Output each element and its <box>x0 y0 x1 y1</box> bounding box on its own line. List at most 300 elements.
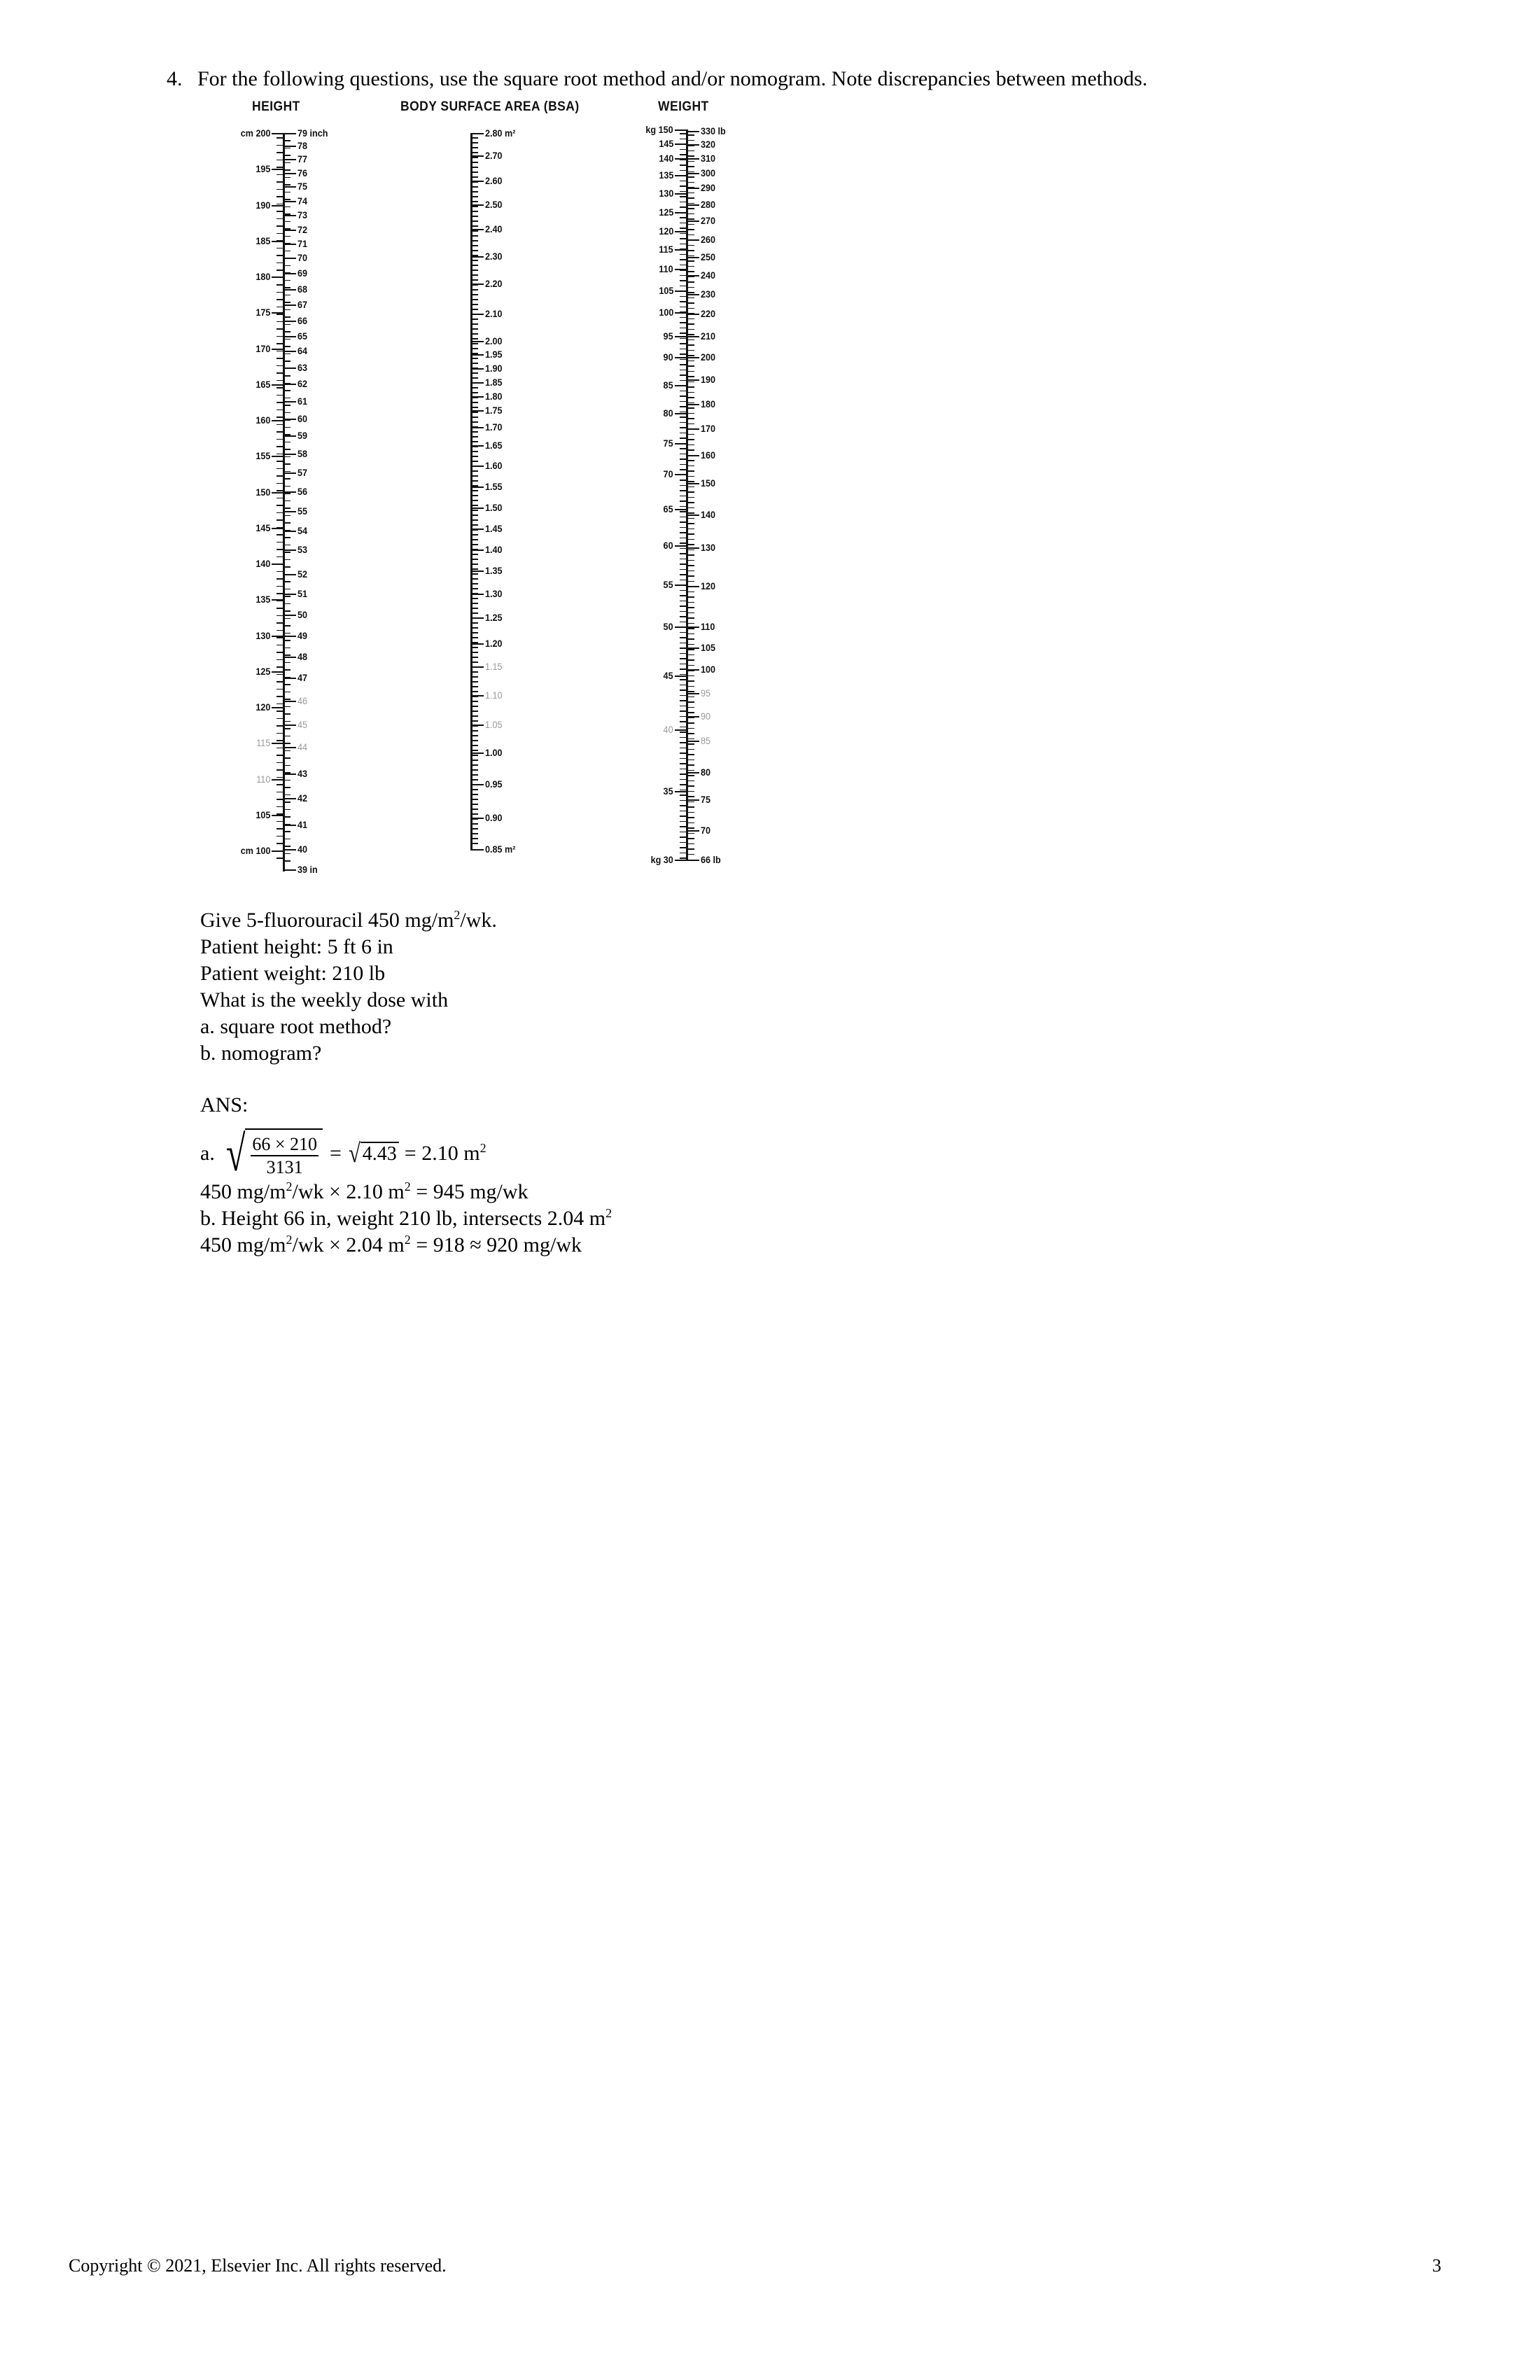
minor-tick <box>688 355 694 356</box>
scale-label: 65 <box>298 330 308 342</box>
minor-tick <box>276 748 283 749</box>
minor-tick <box>276 733 283 734</box>
minor-tick <box>680 443 686 444</box>
minor-tick <box>680 448 686 449</box>
minor-tick <box>688 308 694 309</box>
minor-tick <box>688 407 694 409</box>
minor-tick <box>276 416 283 418</box>
minor-tick <box>276 211 283 212</box>
major-tick <box>272 779 283 780</box>
scale-label: 330 lb <box>701 125 726 136</box>
minor-tick <box>276 564 283 565</box>
minor-tick <box>472 539 478 540</box>
minor-tick <box>285 390 290 391</box>
minor-tick <box>688 323 694 325</box>
major-tick <box>285 550 296 551</box>
minor-tick <box>680 816 686 817</box>
scale-label: 195 <box>255 163 270 174</box>
minor-tick <box>688 686 694 687</box>
minor-tick <box>680 139 686 140</box>
minor-tick <box>688 812 694 813</box>
minor-tick <box>285 251 290 252</box>
minor-tick <box>688 208 694 209</box>
minor-tick <box>472 554 478 555</box>
minor-tick <box>688 676 694 677</box>
minor-tick <box>285 405 290 406</box>
minor-tick <box>680 527 686 528</box>
minor-tick <box>680 800 686 802</box>
scale-label: 72 <box>298 224 308 235</box>
minor-tick <box>680 763 686 764</box>
minor-tick <box>276 321 283 323</box>
minor-tick <box>680 606 686 607</box>
minor-tick <box>285 728 290 729</box>
scale-label: 135 <box>658 169 673 181</box>
minor-tick <box>472 206 478 207</box>
major-tick <box>688 257 699 258</box>
minor-tick <box>276 446 283 447</box>
minor-tick <box>680 679 686 680</box>
square-root-formula <box>200 1126 486 1182</box>
minor-tick <box>285 192 290 193</box>
weight-header: WEIGHT <box>658 99 709 114</box>
scale-label: 130 <box>701 542 716 553</box>
scale-label: 105 <box>658 285 673 296</box>
scale-label: 1.90 <box>485 363 503 374</box>
minor-tick <box>680 406 686 407</box>
scale-label: 41 <box>298 819 308 830</box>
minor-tick <box>680 265 686 266</box>
scale-label: 135 <box>255 594 270 605</box>
minor-tick <box>688 424 694 425</box>
minor-tick <box>472 632 478 634</box>
minor-tick <box>688 329 694 330</box>
minor-tick <box>285 677 290 678</box>
major-tick <box>285 594 296 595</box>
scale-label: 170 <box>255 343 270 354</box>
minor-tick <box>688 560 694 561</box>
minor-tick <box>680 359 686 360</box>
minor-tick <box>472 451 478 452</box>
scale-label: 54 <box>298 525 308 536</box>
minor-tick <box>688 628 694 629</box>
scale-label: 2.80 m² <box>485 127 516 139</box>
minor-tick <box>680 559 686 560</box>
major-tick <box>688 404 699 405</box>
question-text: For the following questions, use the square root method and/or nomogram. Note discrepancies between methods. <box>197 67 1148 90</box>
minor-tick <box>276 307 283 308</box>
scale-label: 180 <box>255 271 270 282</box>
minor-tick <box>276 828 283 830</box>
minor-tick <box>276 666 283 668</box>
minor-tick <box>688 449 694 451</box>
major-tick <box>285 849 296 850</box>
scale-label: 1.25 <box>485 612 503 623</box>
minor-tick <box>688 187 694 188</box>
minor-tick <box>680 312 686 313</box>
scale-label: 100 <box>701 664 716 675</box>
scale-label: 230 <box>701 288 716 300</box>
minor-tick <box>285 162 290 164</box>
scale-label: 85 <box>663 379 673 391</box>
major-tick <box>675 130 686 131</box>
major-tick <box>688 830 699 832</box>
minor-tick <box>688 292 694 293</box>
minor-tick <box>680 836 686 838</box>
minor-tick <box>276 240 283 241</box>
minor-tick <box>680 790 686 791</box>
major-tick <box>285 435 296 437</box>
minor-tick <box>472 784 478 785</box>
minor-tick <box>276 431 283 433</box>
scale-label: 130 <box>255 630 270 641</box>
minor-tick <box>276 424 283 426</box>
minor-tick <box>276 755 283 756</box>
minor-tick <box>276 630 283 631</box>
minor-tick <box>688 691 694 692</box>
equals-sign: = <box>330 1142 342 1165</box>
scale-label: 80 <box>701 766 711 778</box>
major-tick <box>285 201 296 202</box>
scale-label: 42 <box>298 792 308 804</box>
minor-tick <box>472 701 478 702</box>
minor-tick <box>688 570 694 572</box>
minor-tick <box>285 309 290 311</box>
minor-tick <box>680 160 686 161</box>
minor-tick <box>472 725 478 727</box>
minor-tick <box>680 354 686 355</box>
minor-tick <box>472 270 478 271</box>
minor-tick <box>688 680 694 682</box>
minor-tick <box>472 294 478 295</box>
minor-tick <box>688 350 694 351</box>
minor-tick <box>472 426 478 428</box>
scale-label: 160 <box>255 414 270 426</box>
minor-tick <box>680 338 686 340</box>
radicand: 4.43 <box>360 1142 399 1166</box>
minor-tick <box>276 490 283 491</box>
scale-label: 270 <box>701 215 716 226</box>
minor-tick <box>472 510 478 511</box>
scale-label: 1.80 <box>485 391 503 402</box>
minor-tick <box>688 550 694 551</box>
minor-tick <box>285 368 290 370</box>
minor-tick <box>688 754 694 755</box>
scale-label: 71 <box>298 238 308 249</box>
minor-tick <box>680 580 686 581</box>
minor-tick <box>472 392 478 393</box>
minor-tick <box>472 309 478 310</box>
minor-tick <box>285 765 290 766</box>
minor-tick <box>285 772 290 774</box>
minor-tick <box>688 255 694 257</box>
minor-tick <box>285 625 290 626</box>
scale-label: 250 <box>701 251 716 262</box>
minor-tick <box>472 598 478 599</box>
scale-label: 105 <box>255 809 270 820</box>
minor-tick <box>276 769 283 771</box>
major-tick <box>472 256 484 258</box>
minor-tick <box>285 463 290 465</box>
scale-label: 68 <box>298 284 308 295</box>
major-tick <box>472 752 484 754</box>
minor-tick <box>472 397 478 398</box>
minor-tick <box>285 692 290 693</box>
minor-tick <box>472 299 478 300</box>
scale-label: 310 <box>701 153 716 164</box>
minor-tick <box>688 554 694 556</box>
minor-tick <box>688 502 694 503</box>
minor-tick <box>472 657 478 658</box>
scale-label: cm 100 <box>240 845 270 856</box>
minor-tick <box>472 691 478 692</box>
major-tick <box>272 707 283 708</box>
minor-tick <box>472 681 478 682</box>
minor-tick <box>472 534 478 536</box>
minor-tick <box>472 377 478 379</box>
major-tick <box>688 294 699 295</box>
minor-tick <box>688 707 694 708</box>
minor-tick <box>276 593 283 594</box>
minor-tick <box>276 637 283 638</box>
minor-tick <box>688 234 694 236</box>
minor-tick <box>285 515 290 517</box>
minor-tick <box>688 392 694 393</box>
minor-tick <box>276 483 283 484</box>
minor-tick <box>285 155 290 156</box>
minor-tick <box>680 238 686 239</box>
minor-tick <box>680 223 686 224</box>
scale-label: 73 <box>298 209 308 220</box>
major-tick <box>688 693 699 694</box>
minor-tick <box>472 480 478 482</box>
major-tick <box>285 869 296 871</box>
minor-tick <box>680 564 686 565</box>
minor-tick <box>472 176 478 178</box>
minor-tick <box>688 465 694 467</box>
minor-tick <box>285 633 290 634</box>
minor-tick <box>472 490 478 491</box>
minor-tick <box>688 817 694 818</box>
minor-tick <box>680 349 686 350</box>
minor-tick <box>285 802 290 803</box>
minor-tick <box>680 364 686 365</box>
scale-label: 1.30 <box>485 588 503 599</box>
scale-label: 2.70 <box>485 150 503 161</box>
minor-tick <box>276 710 283 712</box>
scale-label: 1.00 <box>485 747 503 758</box>
bsa-nomogram-figure <box>210 91 770 889</box>
scale-label: 0.90 <box>485 812 503 823</box>
scale-label: 260 <box>701 234 716 245</box>
minor-tick <box>680 500 686 502</box>
scale-label: 1.85 <box>485 377 503 388</box>
minor-tick <box>688 718 694 719</box>
sqrt-fraction <box>222 1126 323 1182</box>
minor-tick <box>276 145 283 146</box>
minor-tick <box>472 745 478 746</box>
scale-label: 0.85 m² <box>485 844 516 855</box>
scale-label: 140 <box>255 558 270 569</box>
minor-tick <box>472 828 478 830</box>
minor-tick <box>688 596 694 598</box>
scale-label: 2.10 <box>485 308 503 319</box>
minor-tick <box>276 689 283 690</box>
minor-tick <box>285 316 290 318</box>
minor-tick <box>680 433 686 434</box>
minor-tick <box>276 527 283 528</box>
minor-tick <box>680 317 686 318</box>
minor-tick <box>688 161 694 162</box>
minor-tick <box>688 418 694 419</box>
minor-tick <box>680 758 686 760</box>
minor-tick <box>472 152 478 153</box>
minor-tick <box>680 748 686 749</box>
minor-tick <box>276 556 283 558</box>
minor-tick <box>688 298 694 299</box>
minor-tick <box>276 358 283 359</box>
minor-tick <box>472 799 478 800</box>
minor-tick <box>472 407 478 408</box>
minor-tick <box>688 822 694 824</box>
minor-tick <box>688 749 694 750</box>
scale-label: 110 <box>701 621 715 632</box>
minor-tick <box>285 493 290 494</box>
minor-tick <box>680 779 686 780</box>
minor-tick <box>276 601 283 602</box>
minor-tick <box>680 438 686 439</box>
minor-tick <box>285 272 290 274</box>
minor-tick <box>680 611 686 612</box>
minor-tick <box>680 637 686 638</box>
major-tick <box>285 678 296 679</box>
minor-tick <box>688 266 694 267</box>
minor-tick <box>680 584 686 586</box>
minor-tick <box>680 721 686 722</box>
minor-tick <box>680 590 686 592</box>
minor-tick <box>276 204 283 205</box>
minor-tick <box>472 245 478 246</box>
scale-label: 57 <box>298 467 308 478</box>
minor-tick <box>472 279 478 281</box>
minor-tick <box>276 181 283 183</box>
minor-tick <box>680 401 686 402</box>
scale-label: 155 <box>255 450 270 461</box>
minor-tick <box>285 243 290 244</box>
minor-tick <box>680 175 686 176</box>
scale-label: 1.05 <box>485 719 503 730</box>
scale-label: 190 <box>255 200 270 211</box>
minor-tick <box>472 416 478 418</box>
scale-label: 1.60 <box>485 460 503 471</box>
minor-tick <box>680 706 686 707</box>
minor-tick <box>680 422 686 424</box>
minor-tick <box>276 850 283 852</box>
minor-tick <box>276 652 283 653</box>
minor-tick <box>688 340 694 341</box>
minor-tick <box>688 743 694 745</box>
part-b-nomogram-line: b. Height 66 in, weight 210 lb, intersects 2.04 $m^2$ <box>200 1206 612 1230</box>
minor-tick <box>688 634 694 635</box>
minor-tick <box>285 853 290 855</box>
major-tick <box>272 133 283 134</box>
minor-tick <box>688 203 694 204</box>
minor-tick <box>285 648 290 649</box>
minor-tick <box>472 387 478 388</box>
minor-tick <box>688 365 694 367</box>
major-tick <box>688 741 699 742</box>
minor-tick <box>285 507 290 509</box>
minor-tick <box>688 476 694 477</box>
major-tick <box>688 483 699 484</box>
minor-tick <box>276 336 283 337</box>
minor-tick <box>472 715 478 717</box>
minor-tick <box>285 831 290 832</box>
minor-tick <box>276 718 283 720</box>
scale-label: 70 <box>298 252 308 263</box>
scale-label: 56 <box>298 486 308 497</box>
minor-tick <box>680 343 686 344</box>
minor-tick <box>688 581 694 582</box>
minor-tick <box>276 160 283 161</box>
minor-tick <box>472 823 478 825</box>
minor-tick <box>680 742 686 743</box>
minor-tick <box>276 328 283 330</box>
minor-tick <box>472 804 478 805</box>
minor-tick <box>680 149 686 150</box>
minor-tick <box>472 343 478 344</box>
major-tick <box>285 747 296 748</box>
radical-icon: √ <box>349 1139 360 1168</box>
major-tick <box>472 507 484 509</box>
scale-label: 65 <box>663 503 673 514</box>
minor-tick <box>680 244 686 245</box>
major-tick <box>272 420 283 421</box>
minor-tick <box>276 777 283 778</box>
major-tick <box>272 528 283 529</box>
scale-label: 61 <box>298 396 308 407</box>
minor-tick <box>276 696 283 697</box>
scale-label: 70 <box>663 468 673 479</box>
scale-label: 44 <box>298 741 308 752</box>
minor-tick <box>285 537 290 538</box>
minor-tick <box>688 250 694 251</box>
minor-tick <box>680 385 686 386</box>
scale-label: 75 <box>701 794 711 805</box>
minor-tick <box>472 137 478 139</box>
minor-tick <box>680 133 686 134</box>
scale-label: 40 <box>663 724 673 735</box>
minor-tick <box>472 603 478 604</box>
minor-tick <box>472 514 478 516</box>
scale-label: 190 <box>701 374 716 385</box>
major-tick <box>285 701 296 702</box>
minor-tick <box>472 750 478 751</box>
minor-tick <box>276 792 283 793</box>
major-tick <box>675 193 686 195</box>
major-tick <box>688 131 699 132</box>
bsa-result: = 2.10 $m^2$ <box>404 1141 486 1165</box>
minor-tick <box>472 838 478 839</box>
minor-tick <box>472 622 478 624</box>
minor-tick <box>688 402 694 404</box>
minor-tick <box>688 145 694 146</box>
minor-tick <box>276 681 283 682</box>
scale-label: 2.50 <box>485 199 503 210</box>
scale-label: 43 <box>298 768 308 779</box>
minor-tick <box>680 716 686 718</box>
minor-tick <box>276 255 283 256</box>
